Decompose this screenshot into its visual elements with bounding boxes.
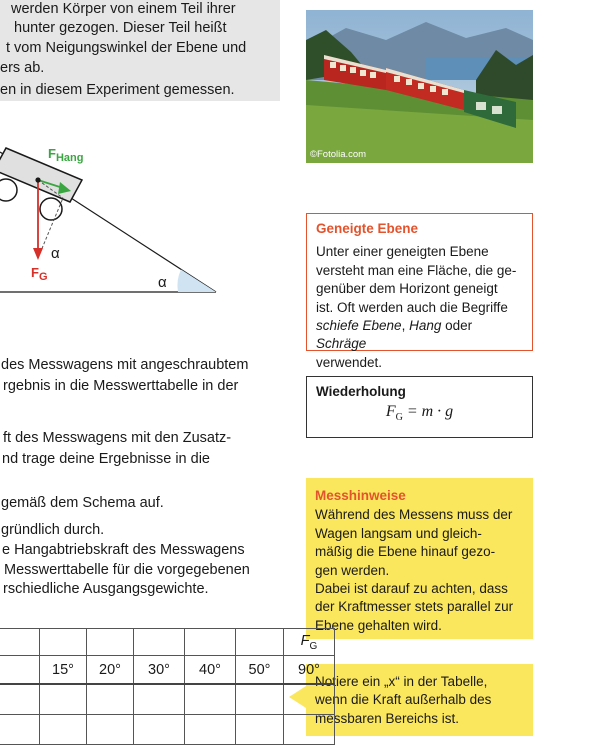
step-1-line-1: des Messwagens mit angeschraubtem — [1, 357, 249, 373]
wiederholung-title: Wiederholung — [316, 384, 406, 399]
angle-cell: 50° — [236, 656, 284, 685]
angle-wedge — [177, 270, 216, 293]
wiederholung-box — [306, 376, 533, 438]
table-row — [0, 684, 335, 715]
table-row — [0, 715, 335, 745]
step-2-line-2: nd trage deine Ergebnisse in die — [2, 451, 210, 467]
messhinweise-line-3: mäßig die Ebene hinauf gezo- — [315, 544, 496, 560]
intro-line-5: en in diesem Experiment gemessen. — [0, 82, 235, 98]
step-1-line-2: rgebnis in die Messwerttabelle in der — [3, 378, 239, 394]
angle-cell: 20° — [87, 656, 134, 685]
definition-line-4: ist. Oft werden auch die Begriffe — [316, 299, 508, 315]
fg-column-header: $F_G$ — [284, 629, 335, 656]
notiere-line-3: messbaren Bereichs ist. — [315, 710, 460, 726]
train-photo — [306, 10, 533, 163]
angle-cell: 15° — [40, 656, 87, 685]
messhinweise-line-5: Dabei ist darauf zu achten, dass — [315, 581, 508, 597]
messhinweise-line-4: gen werden. — [315, 562, 390, 578]
definition-title: Geneigte Ebene — [316, 221, 419, 236]
table-header-row-1 — [0, 629, 335, 656]
force-g-label: F — [31, 265, 39, 280]
force-hang-sub: Hang — [55, 152, 84, 164]
photo-credit: ©Fotolia.com — [310, 149, 367, 160]
step-2-line-1: ft des Messwagens mit den Zusatz- — [3, 430, 232, 446]
intro-line-2: hunter gezogen. Dieser Teil heißt — [14, 20, 227, 36]
notiere-line-2: wenn die Kraft außerhalb des — [315, 692, 492, 708]
force-hang-label: F — [48, 146, 56, 161]
definition-line-5: schiefe Ebene, Hang oder Schräge — [316, 318, 473, 352]
messhinweise-line-2: Wagen langsam und gleich- — [315, 525, 482, 541]
step-4-line-2: e Hangabtriebskraft des Messwagens — [2, 542, 245, 558]
definition-line-3: genüber dem Horizont geneigt — [316, 281, 498, 297]
inclined-plane-diagram — [0, 140, 230, 300]
definition-line-2: versteht man eine Fläche, die ge- — [316, 262, 517, 278]
messhinweise-line-7: Ebene gehalten wird. — [315, 617, 442, 633]
messhinweise-line-6: der Kraftmesser stets parallel zur — [315, 599, 514, 615]
step-4-line-3: Messwerttabelle für die vorgegebenen — [4, 562, 250, 578]
angle-cell: 90° — [284, 656, 335, 685]
angle-cell: 40° — [185, 656, 236, 685]
weight-formula: $F_G = m \cdot g$ — [385, 403, 454, 424]
svg-text:FG — [31, 265, 48, 283]
alpha-label-base: α — [158, 274, 167, 291]
table-header-row-2 — [0, 656, 335, 685]
step-3-line-1: gemäß dem Schema auf. — [1, 495, 164, 511]
angle-cell: 30° — [134, 656, 185, 685]
messhinweise-line-1: Während des Messens muss der — [315, 507, 513, 523]
measurement-table — [0, 628, 335, 745]
messhinweise-title: Messhinweise — [315, 488, 406, 503]
notiere-line-1: Notiere ein „x“ in der Tabelle, — [315, 674, 488, 689]
step-4-line-1: gründlich durch. — [1, 522, 105, 538]
svg-text:FHang — [48, 146, 83, 164]
definition-line-1: Unter einer geneigten Ebene — [316, 244, 489, 260]
alpha-label-cart: α — [51, 245, 60, 262]
step-4-line-4: rschiedliche Ausgangsgewichte. — [3, 581, 209, 597]
intro-line-3: t vom Neigungswinkel der Ebene und — [6, 40, 247, 56]
force-g-sub: G — [38, 271, 48, 283]
definition-line-6: verwendet. — [316, 354, 383, 370]
definition-box-geneigte-ebene — [306, 213, 533, 370]
messhinweise-box — [306, 478, 533, 639]
intro-line-4: ers ab. — [0, 60, 45, 76]
intro-line-1: werden Körper von einem Teil ihrer — [11, 1, 236, 17]
notiere-box — [306, 664, 533, 736]
intro-box — [0, 0, 280, 101]
